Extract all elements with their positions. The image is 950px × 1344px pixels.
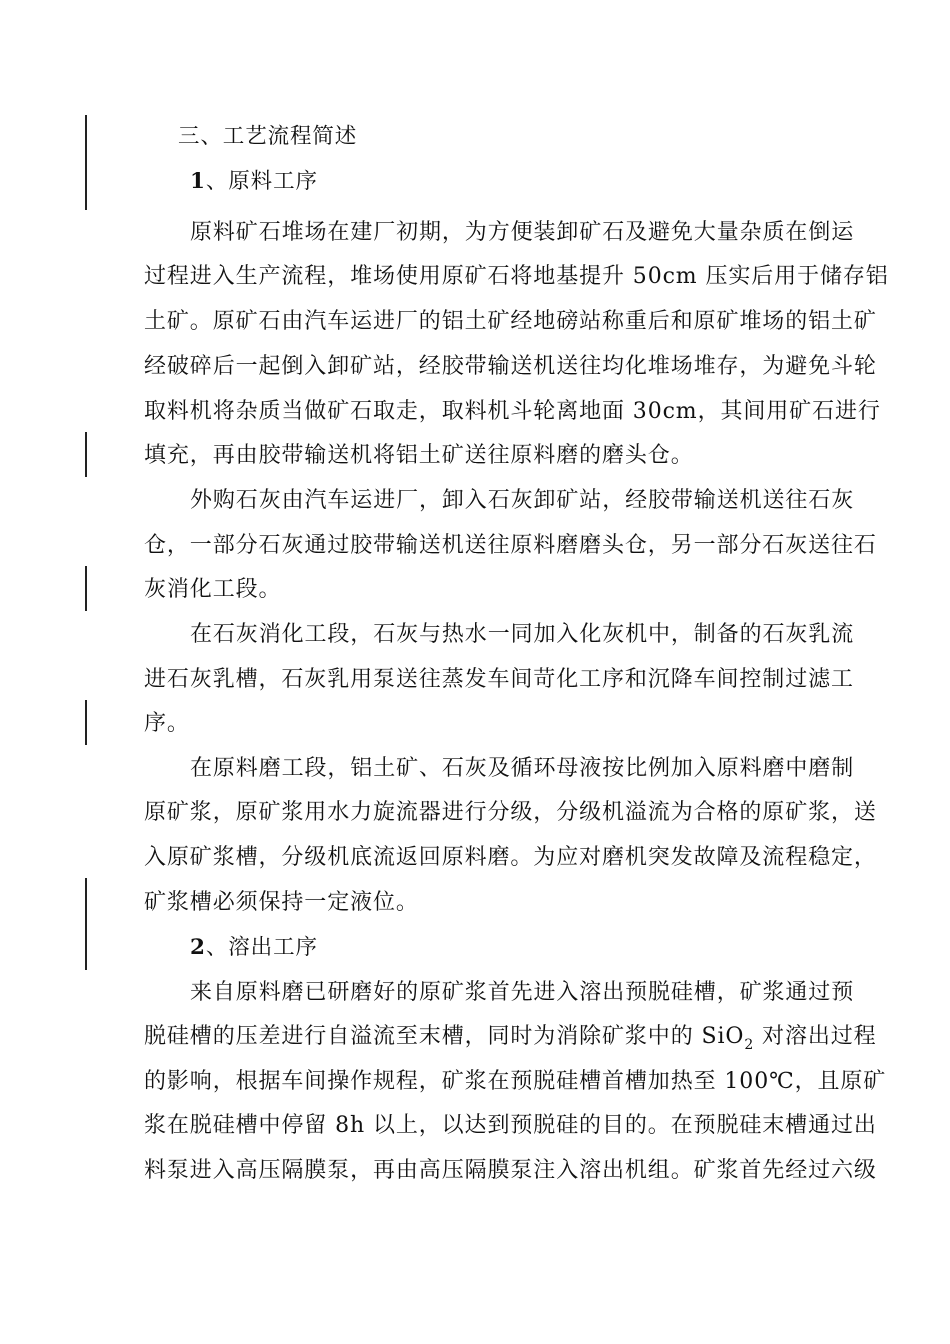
paragraph-line: [144, 1022, 877, 1053]
subsection-text: 、原料工序: [205, 169, 318, 194]
paragraph-line: 土矿。原矿石由汽车运进厂的铝土矿经地磅站称重后和原矿堆场的铝土矿: [144, 309, 877, 334]
paragraph-line: 在原料磨工段，铝土矿、石灰及循环母液按比例加入原料磨中磨制: [190, 756, 855, 781]
paragraph-line: 过程进入生产流程，堆场使用原矿石将地基提升 50cm 压实后用于储存铝: [144, 264, 889, 289]
paragraph-line: 序。: [144, 711, 190, 736]
paragraph-line: 填充，再由胶带输送机将铝土矿送往原料磨的磨头仓。: [144, 443, 694, 468]
paragraph-line: 的影响，根据车间操作规程，矿浆在预脱硅槽首槽加热至 100℃，且原矿: [144, 1069, 887, 1094]
section-title: 三、工艺流程简述: [178, 124, 358, 149]
paragraph-line: 外购石灰由汽车运进厂，卸入石灰卸矿站，经胶带输送机送往石灰: [190, 488, 855, 513]
paragraph-line: 进石灰乳槽，石灰乳用泵送往蒸发车间苛化工序和沉降车间控制过滤工: [144, 667, 854, 692]
subsection-title: [190, 933, 898, 963]
text-run: 对溶出过程: [754, 1024, 877, 1049]
paragraph-line: 在石灰消化工段，石灰与热水一同加入化灰机中，制备的石灰乳流: [190, 622, 855, 647]
paragraph-line: 仓，一部分石灰通过胶带输送机送往原料磨磨头仓，另一部分石灰送往石: [144, 533, 877, 558]
subsection-title: [190, 167, 898, 197]
subsection-number: 1: [190, 169, 206, 194]
paragraph-line: 入原矿浆槽，分级机底流返回原料磨。为应对磨机突发故障及流程稳定，: [144, 845, 877, 870]
subsection-text: 、溶出工序: [205, 935, 318, 960]
paragraph-line: 浆在脱硅槽中停留 8h 以上，以达到预脱硅的目的。在预脱硅末槽通过出: [144, 1113, 877, 1138]
revision-bar: [85, 878, 87, 970]
paragraph-line: 料泵进入高压隔膜泵，再由高压隔膜泵注入溶出机组。矿浆首先经过六级: [144, 1158, 877, 1183]
paragraph-line: 灰消化工段。: [144, 577, 282, 602]
revision-bar: [85, 566, 87, 611]
subsection-number: 2: [190, 935, 206, 960]
revision-bar: [85, 115, 87, 210]
paragraph-line: 取料机将杂质当做矿石取走，取料机斗轮离地面 30cm，其间用矿石进行: [144, 399, 881, 424]
paragraph-line: 原料矿石堆场在建厂初期，为方便装卸矿石及避免大量杂质在倒运: [190, 220, 855, 245]
paragraph-line: 来自原料磨已研磨好的原矿浆首先进入溶出预脱硅槽，矿浆通过预: [190, 980, 855, 1005]
text-run: 脱硅槽的压差进行自溢流至末槽，同时为消除矿浆中的 SiO: [144, 1024, 745, 1049]
subscript: 2: [744, 1037, 755, 1053]
revision-bar: [85, 432, 87, 477]
paragraph-line: 原矿浆，原矿浆用水力旋流器进行分级，分级机溢流为合格的原矿浆，送: [144, 800, 877, 825]
revision-bar: [85, 700, 87, 745]
paragraph-line: 经破碎后一起倒入卸矿站，经胶带输送机送往均化堆场堆存，为避免斗轮: [144, 354, 877, 379]
paragraph-line: 矿浆槽必须保持一定液位。: [144, 890, 419, 915]
